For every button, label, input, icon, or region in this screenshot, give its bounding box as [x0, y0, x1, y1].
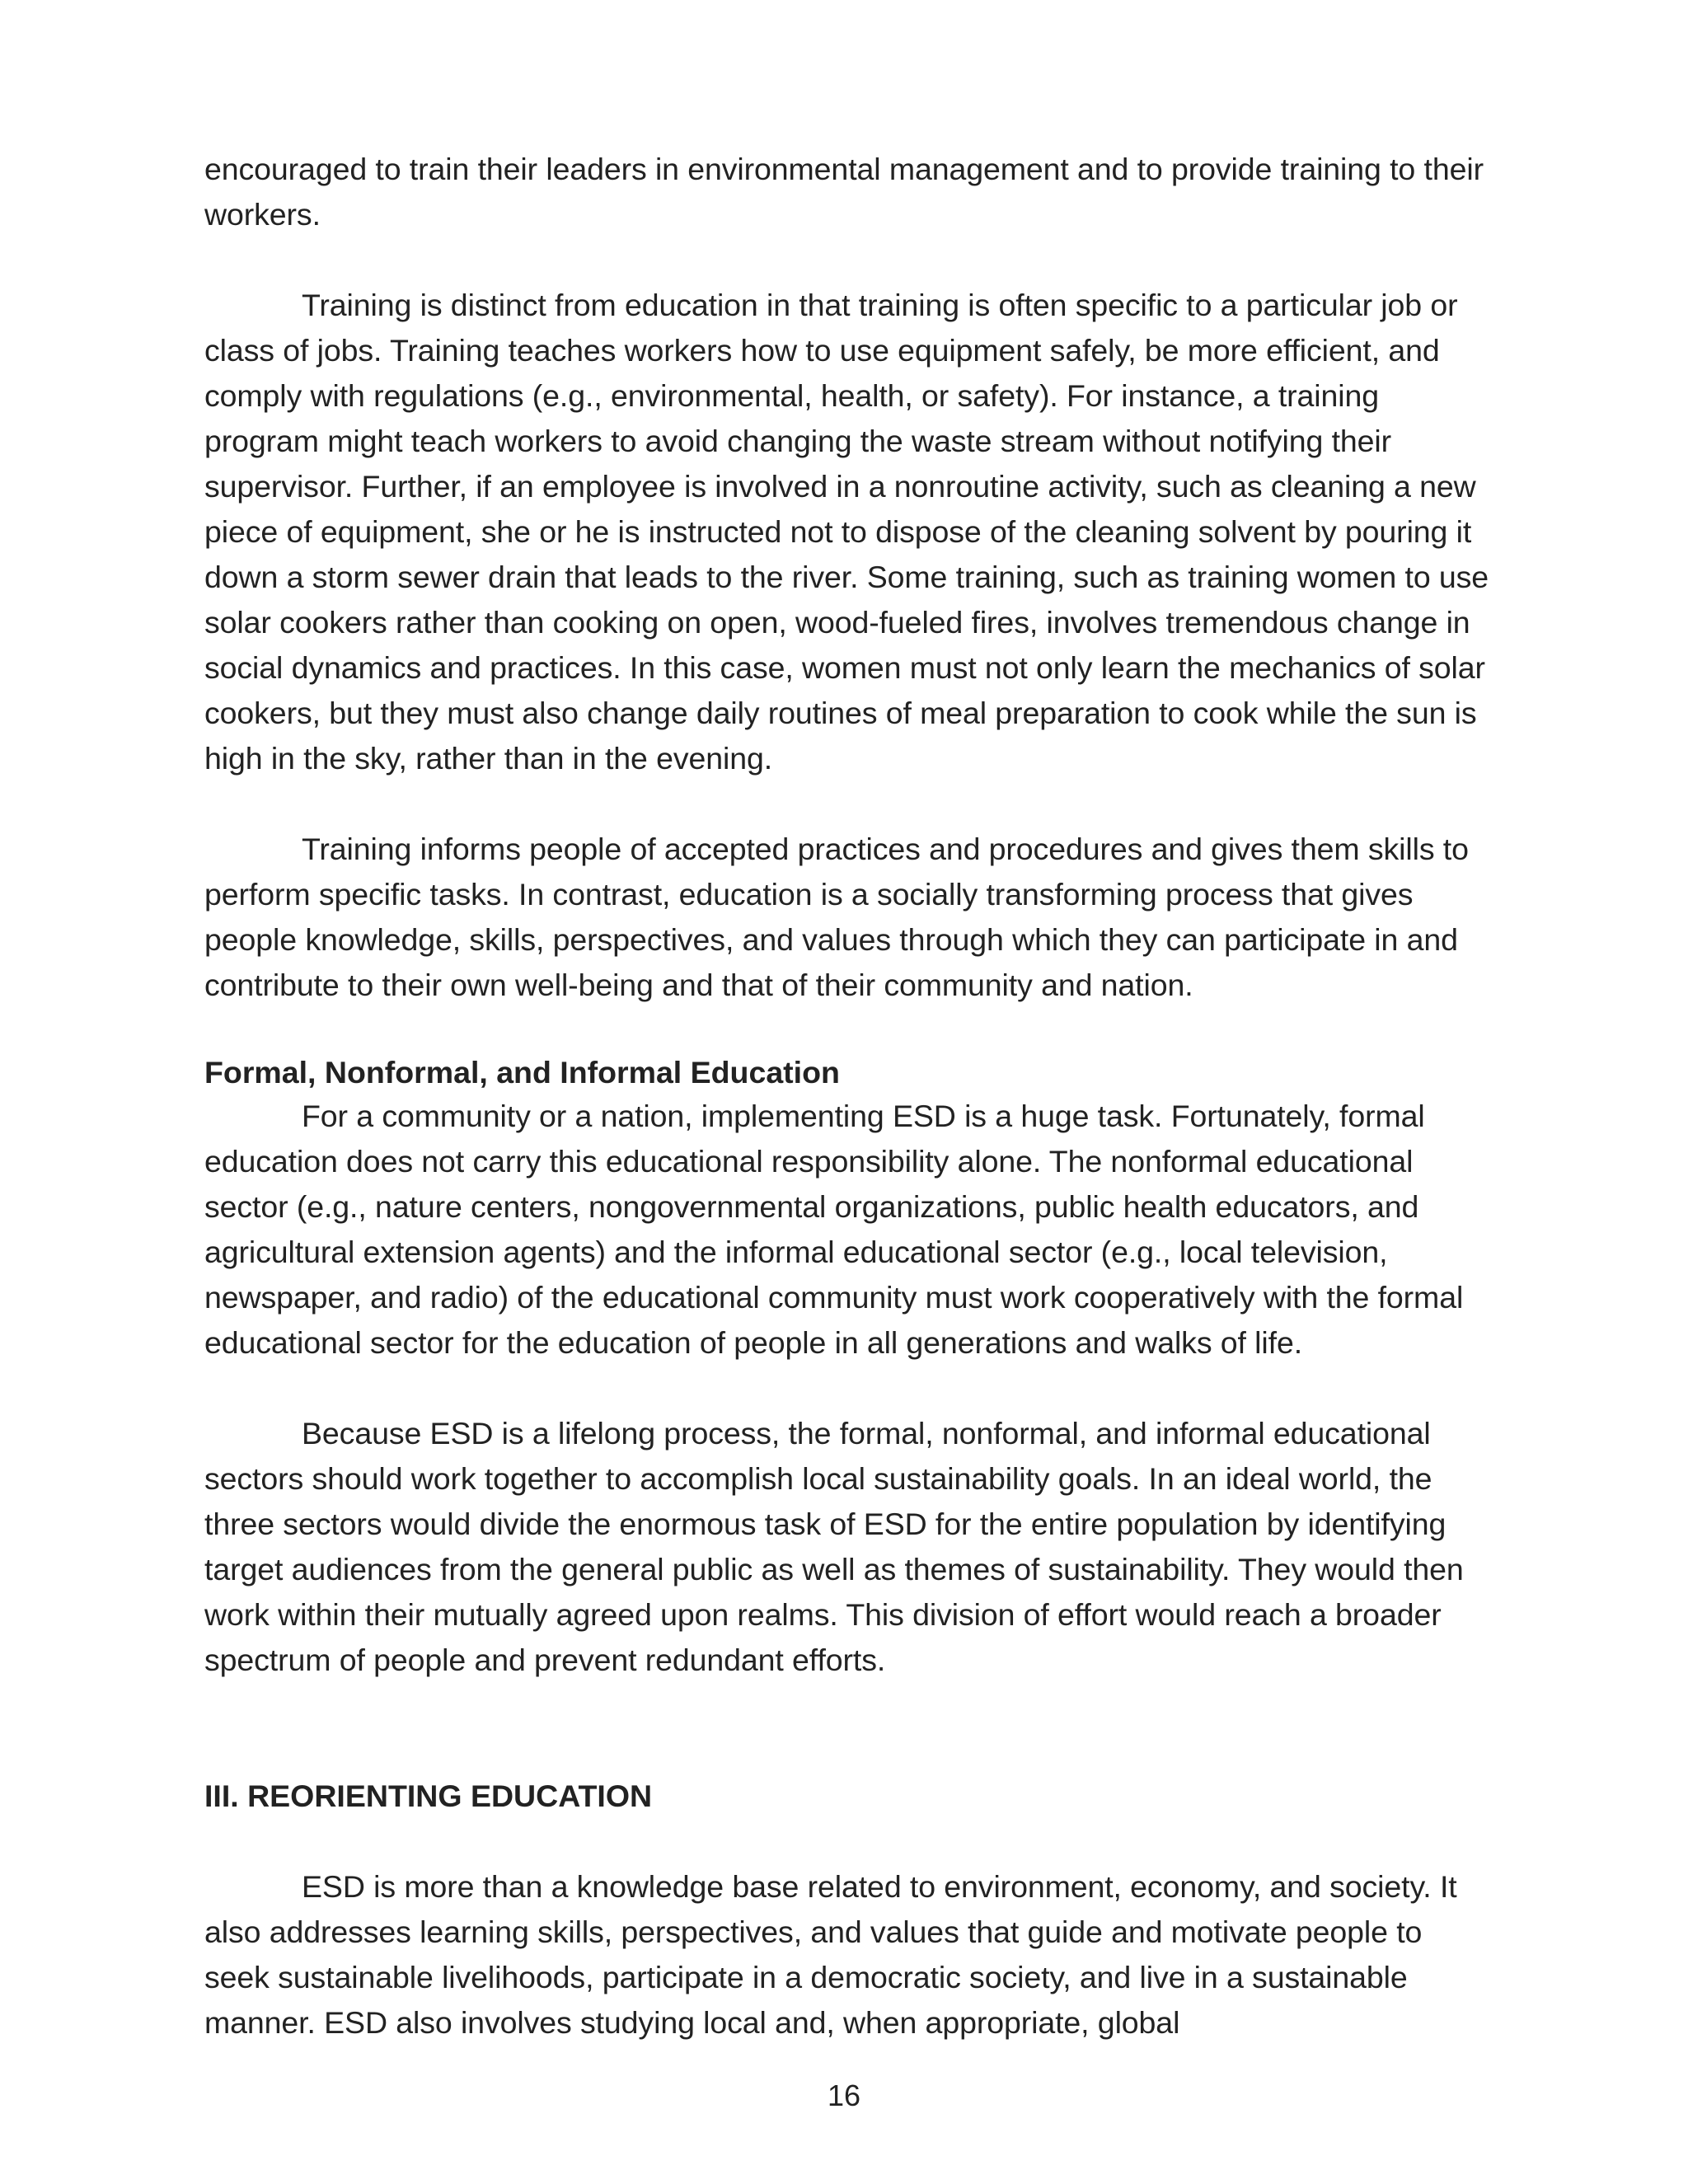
section-heading: III. REORIENTING EDUCATION [204, 1779, 653, 1813]
paragraph-community-esd: For a community or a nation, implementing ESD is a huge task. Fortunately, formal education does not carry this educational responsibility alone. The nonformal educational sector (e.g., nature centers, nongovernmental organizations, public health educators, and agricultural extension agents) and the informal educational sector (e.g., local television, newspaper, and radio) of the educational community must work cooperatively with the formal educational sector for the education of people in all generations and walks of life. [204, 1099, 1464, 1360]
paragraph-training-leaders: encouraged to train their leaders in environmental management and to provide training to their workers. [204, 152, 1484, 232]
subsection-heading: Formal, Nonformal, and Informal Education [204, 1055, 840, 1090]
page-body [204, 147, 1490, 2091]
paragraph-lifelong-process: Because ESD is a lifelong process, the formal, nonformal, and informal educational sectors should work together to accomplish local sustainability goals. In an ideal world, the three sectors would divide the enormous task of ESD for the entire population by identifying target audiences from the general public as well as themes of sustainability. They would then work within their mutually agreed upon realms. This division of effort would reach a broader spectrum of people and prevent redundant efforts. [204, 1416, 1464, 1677]
page-number: 16 [827, 2079, 861, 2112]
paragraph-training-informs: Training informs people of accepted practices and procedures and gives them skills to perform specific tasks. In contrast, education is a socially transforming process that gives people knowledge, skills, perspectives, and values through which they can participate in and contribute to their own well-being and that of their community and nation. [204, 832, 1469, 1002]
paragraph-training-distinct: Training is distinct from education in that training is often specific to a particular job or class of jobs. Training teaches workers how to use equipment safely, be more efficient, and comply with regulations (e.g., environmental, health, or safety). For instance, a training program might teach workers to avoid changing the waste stream without notifying their supervisor. Further, if an employee is involved in a nonroutine activity, such as cleaning a new piece of equipment, she or he is instructed not to dispose of the cleaning solvent by pouring it down a storm sewer drain that leads to the river. Some training, such as training women to use solar cookers rather than cooking on open, wood-fueled fires, involves tremendous change in social dynamics and practices. In this case, women must not only learn the mechanics of solar cookers, but they must also change daily routines of meal preparation to cook while the sun is high in the sky, rather than in the evening. [204, 288, 1489, 776]
paragraph-esd-more: ESD is more than a knowledge base related to environment, economy, and society. It also addresses learning skills, perspectives, and values that guide and motivate people to seek sustainable livelihoods, participate in a democratic society, and live in a sustainable manner. ESD also involves studying local and, when appropriate, global [204, 1869, 1457, 2040]
